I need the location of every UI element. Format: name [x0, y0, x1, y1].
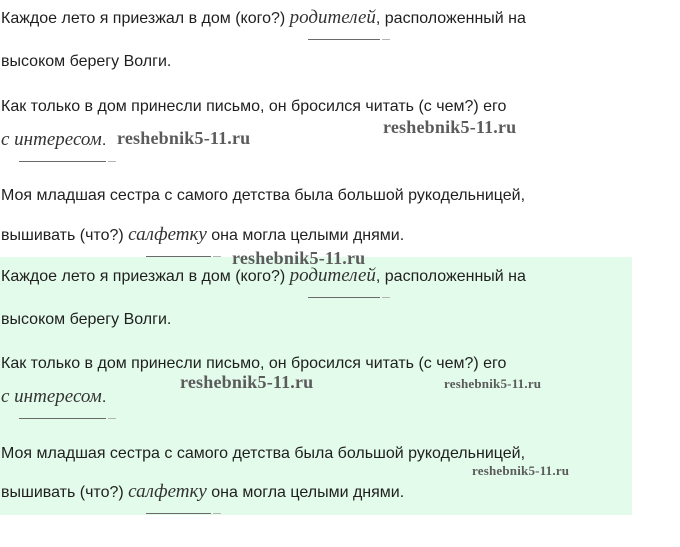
sentence-text: Каждое лето я приезжал в дом (кого?): [1, 10, 290, 27]
sentence-text: , расположенный на: [375, 10, 526, 27]
sentence-3-line-2: [1, 224, 404, 246]
sentence-2-line-2: [1, 129, 106, 151]
answer-word: салфетку: [128, 224, 207, 245]
sentence-3-line-1: Моя младшая сестра с самого детства была большой рукодельницей,: [1, 187, 526, 204]
sentence-text: она могла целыми днями.: [206, 484, 405, 501]
sentence-text: .: [101, 132, 107, 149]
sentence-1-line-2: высоком берегу Волги.: [1, 53, 172, 70]
watermark: reshebnik5-11.ru: [117, 128, 251, 148]
sentence-3-line-2: [1, 481, 404, 503]
watermark: reshebnik5-11.ru: [232, 248, 366, 268]
sentence-3-line-1: Моя младшая сестра с самого детства была большой рукодельницей,: [1, 445, 526, 462]
sentence-1-line-2: высоком берегу Волги.: [1, 311, 172, 328]
answer-word: с интересом: [1, 129, 102, 150]
watermark: reshebnik5-11.ru: [472, 463, 570, 478]
watermark: reshebnik5-11.ru: [180, 372, 314, 392]
sentence-1-line-1: [1, 7, 526, 29]
sentence-2-line-1: Как только в дом принесли письмо, он бросился читать (с чем?) его: [1, 98, 507, 115]
sentence-text: , расположенный на: [375, 268, 526, 285]
answer-word: родителей: [289, 265, 376, 286]
sentence-2-line-1: Как только в дом принесли письмо, он бросился читать (с чем?) его: [1, 355, 507, 372]
sentence-text: .: [101, 389, 107, 406]
sentence-text: Каждое лето я приезжал в дом (кого?): [1, 268, 290, 285]
exercise-block-original: [0, 0, 632, 254]
watermark: reshebnik5-11.ru: [383, 117, 517, 137]
sentence-text: вышивать (что?): [1, 484, 129, 501]
answer-word: родителей: [289, 7, 376, 28]
sentence-text: она могла целыми днями.: [206, 227, 405, 244]
watermark: reshebnik5-11.ru: [444, 376, 542, 391]
answer-word: салфетку: [128, 481, 207, 502]
sentence-2-line-2: [1, 386, 106, 408]
sentence-text: вышивать (что?): [1, 227, 129, 244]
answer-word: с интересом: [1, 386, 102, 407]
